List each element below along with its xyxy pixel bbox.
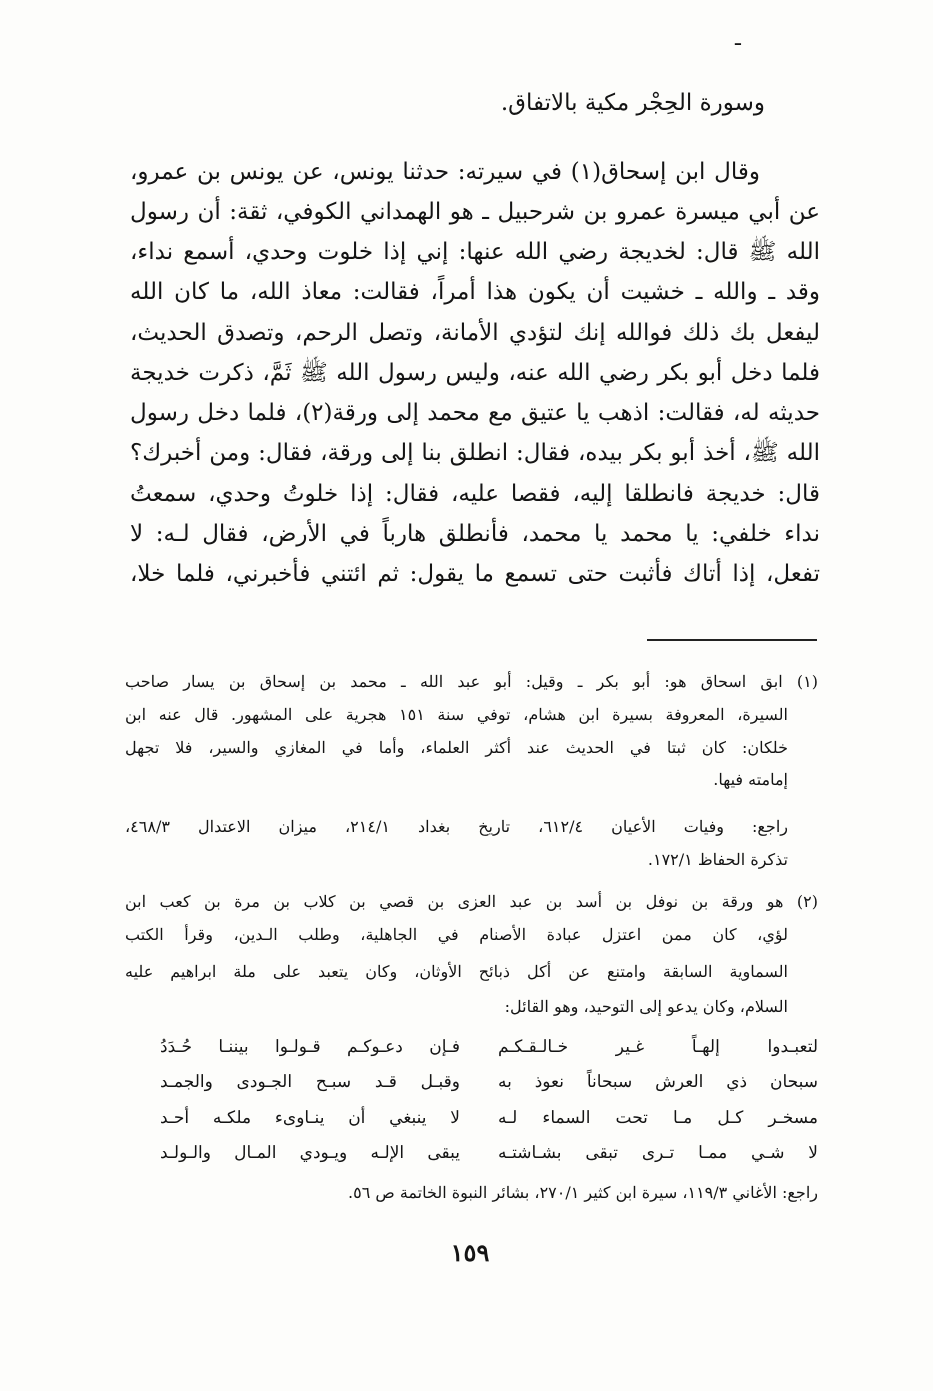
poem-hemistich: سبحان ذي العرش سبحاناً نعوذ به [498,1072,818,1092]
footnote-line: لؤي، كان ممن اعتزل عبادة الأصنام في الجاهلية، وطلب الـدين، وقرأ الكتب [125,925,788,944]
footnote-line: السماوية السابقة وامتنع عن أكل ذبائح الأوثان، وكان يتعبد على ملة ابراهيم عليه [125,962,788,981]
poem-hemistich: مسخـر كـل مـا تحت السماء لـه [498,1108,818,1128]
footnote-line: إمامته فيها. [713,770,788,789]
body-line: وقد ـ والله ـ خشيت أن يكون هذا أمراً، فقالت: معاذ الله، ما كان الله [130,279,820,305]
body-line: قال: خديجة فانطلقا إليه، فقصا عليه، فقال: إذا خلوتُ وحدي، سمعتُ [130,481,820,507]
body-line: الله ﷺ قال: لخديجة رضي الله عنها: إني إذا خلوت وحدي، أسمع نداء، [130,239,820,265]
surah-note-line: وسورة الحِجْر مكية بالاتفاق. [500,90,765,116]
page-top-mark: ـ [735,26,741,50]
footnote-reference: راجع: الأغاني ١١٩/٣، سيرة ابن كثير ٢٧٠/١، بشائر النبوة الخاتمة ص ٥٦. [348,1183,818,1202]
body-line: ليفعل بك ذلك فوالله إنك لتؤدي الأمانة، وتصل الرحم، وتصدق الحديث، [130,320,820,346]
footnote-line: (٢) هو ورقة بن نوفل بن أسد بن عبد العزى بن قصي بن كلاب بن مرة بن كعب ابن [125,892,818,911]
footnote-line: السيرة، المعروفة بسيرة ابن هشام، توفي سنة ١٥١ هجرية على المشهور. قال عنه ابن [125,705,789,724]
poem-hemistich: لتعبـدوا إلهـاً غـير خـالـقـكـم [498,1037,818,1057]
body-line: حديثه له، فقالت: اذهب يا عتيق مع محمد إلى ورقة(٢)، فلما دخل رسول [130,400,820,426]
body-line: عن أبي ميسرة عمرو بن شرحبيل ـ هو الهمداني الكوفي، ثقة: أن رسول [130,199,820,225]
footnote-divider [647,639,817,641]
body-line: فلما دخل أبو بكر رضي الله عنه، وليس رسول الله ﷺ ثَمَّ، ذكرت خديجة [130,360,820,386]
poem-hemistich: وقبـل قـد سبـح الجـودى والجمـد [160,1072,460,1092]
footnote-reference: راجع: وفيات الأعيان ٦١٢/٤، تاريخ بغداد ٢١٤/١، ميزان الاعتدال ٤٦٨/٣، [125,817,788,836]
footnote-line: خلكان: كان ثبتا في الحديث عند أكثر العلماء، وأما في المغازي والسير، فلا تجهل [125,738,788,757]
body-line: تفعل، إذا أتاك فأثبت حتى تسمع ما يقول: ثم ائتني فأخبرني، فلما خلا، [130,561,820,587]
footnote-line: (١) ابق اسحاق هو: أبو بكر ـ وقيل: أبو عبد الله ـ محمد بن إسحاق بن يسار صاحب [125,672,818,691]
body-line: نداء خلفي: يا محمد يا محمد، فأنطلق هارباً في الأرض، فقال لـه: لا [130,521,820,547]
poem-hemistich: لا شـي ممـا تـرى تبقى بشـاشتـه [498,1143,818,1163]
poem-hemistich: لا ينبغي أن ينـاوىء ملكـه أحـد [160,1108,460,1128]
poem-hemistich: فـإن دعـوكـم قـولـوا بيننـا حُـدَدُ [160,1037,460,1057]
footnote-line: السلام، وكان يدعو إلى التوحيد، وهو القائل: [504,997,788,1016]
poem-hemistich: يبقى الإلـه ويـودي المـال والـولـد [160,1143,460,1163]
body-line: الله ﷺ، أخذ أبو بكر بيده، فقال: انطلق بنا إلى ورقة، فقال: ومن أخبرك؟ [130,440,820,466]
body-line: وقال ابن إسحاق(١) في سيرته: حدثنا يونس، عن يونس بن عمرو، [130,159,760,185]
page-number: ١٥٩ [450,1238,490,1267]
footnote-reference: تذكرة الحفاظ ١٧٢/١. [647,850,788,869]
